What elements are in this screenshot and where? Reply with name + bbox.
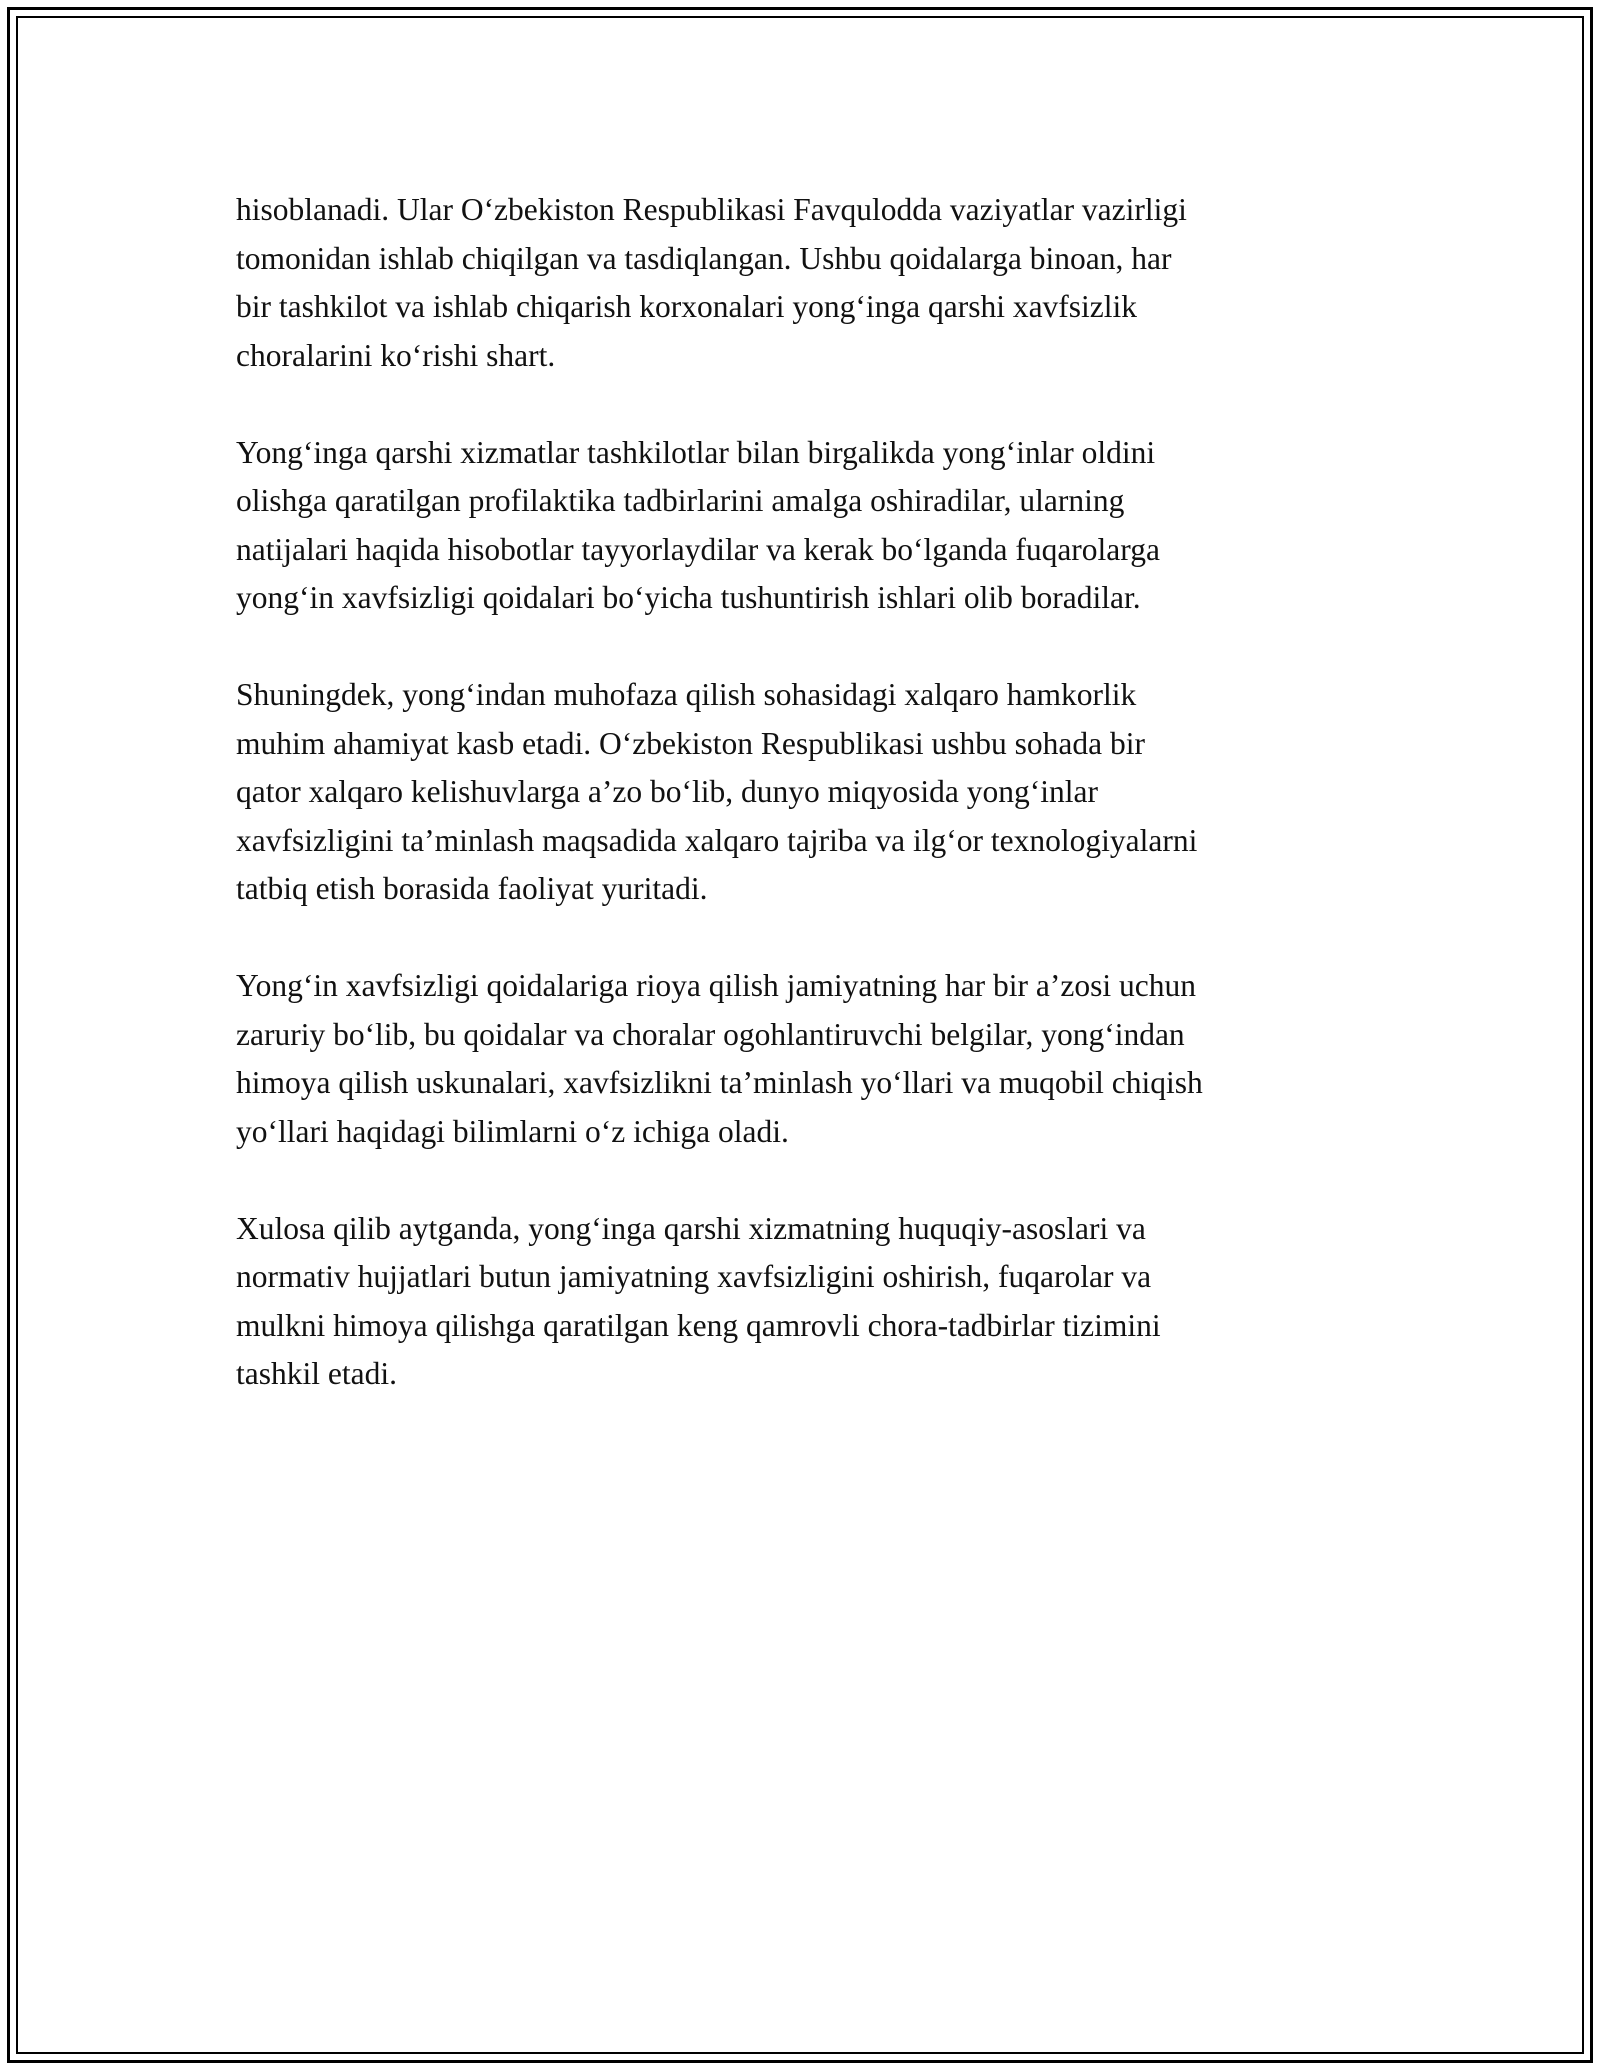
paragraph-line: qator xalqaro kelishuvlarga a’zo bo‘lib, dunyo miqyosida yong‘inlar	[236, 774, 1098, 809]
paragraph-line: Shuningdek, yong‘indan muhofaza qilish sohasidagi xalqaro hamkorlik	[236, 677, 1137, 712]
paragraph-line: xavfsizligini ta’minlash maqsadida xalqaro tajriba va ilg‘or texnologiyalarni	[236, 822, 1198, 858]
paragraph-line: yong‘in xavfsizligi qoidalari bo‘yicha tushuntirish ishlari olib boradilar.	[236, 580, 1141, 615]
paragraph-line: tashkil etadi.	[236, 1356, 397, 1391]
paragraph-line: Yong‘in xavfsizligi qoidalariga rioya qilish jamiyatning har bir a’zosi uchun	[236, 968, 1196, 1003]
paragraph-line: tomonidan ishlab chiqilgan va tasdiqlangan. Ushbu qoidalarga binoan, har	[236, 240, 1172, 276]
paragraph-4	[236, 962, 1386, 1156]
paragraph-line: normativ hujjatlari butun jamiyatning xavfsizligini oshirish, fuqarolar va	[236, 1259, 1152, 1294]
paragraph-2	[236, 429, 1386, 623]
paragraph-3	[236, 671, 1386, 914]
paragraph-line: muhim ahamiyat kasb etadi. O‘zbekiston Respublikasi ushbu sohada bir	[236, 725, 1145, 761]
paragraph-line: yo‘llari haqidagi bilimlarni o‘z ichiga oladi.	[236, 1113, 789, 1149]
paragraph-5	[236, 1205, 1386, 1399]
paragraph-1	[236, 186, 1386, 380]
document-body	[236, 186, 1386, 1447]
paragraph-line: choralarini ko‘rishi shart.	[236, 337, 556, 373]
paragraph-line: himoya qilish uskunalari, xavfsizlikni ta’minlash yo‘llari va muqobil chiqish	[236, 1065, 1203, 1100]
paragraph-line: Yong‘inga qarshi xizmatlar tashkilotlar bilan birgalikda yong‘inlar oldini	[236, 434, 1156, 470]
paragraph-line: zaruriy bo‘lib, bu qoidalar va choralar ogohlantiruvchi belgilar, yong‘indan	[236, 1016, 1185, 1052]
paragraph-line: tatbiq etish borasida faoliyat yuritadi.	[236, 871, 708, 906]
paragraph-line: olishga qaratilgan profilaktika tadbirlarini amalga oshiradilar, ularning	[236, 483, 1125, 518]
paragraph-line: natijalari haqida hisobotlar tayyorlaydilar va kerak bo‘lganda fuqarolarga	[236, 531, 1160, 567]
paragraph-line: mulkni himoya qilishga qaratilgan keng qamrovli chora-tadbirlar tizimini	[236, 1307, 1161, 1343]
paragraph-line: hisoblanadi. Ular O‘zbekiston Respublikasi Favqulodda vaziyatlar vazirligi	[236, 192, 1187, 227]
paragraph-line: Xulosa qilib aytganda, yong‘inga qarshi xizmatning huquqiy-asoslari va	[236, 1210, 1146, 1246]
paragraph-line: bir tashkilot va ishlab chiqarish korxonalari yong‘inga qarshi xavfsizlik	[236, 289, 1138, 324]
